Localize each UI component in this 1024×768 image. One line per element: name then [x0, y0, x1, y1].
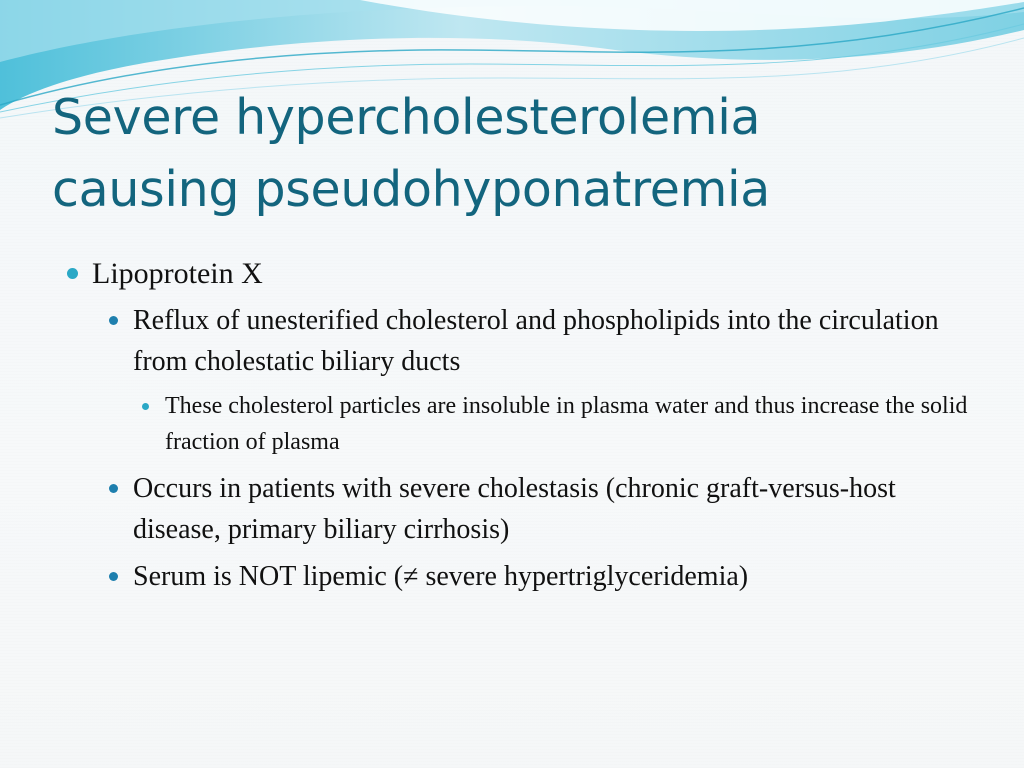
bullet-dot-icon — [67, 268, 78, 279]
bullet-text: These cholesterol particles are insoluble in plasma water and thus increase the solid fraction of plasma — [165, 393, 968, 455]
slide-title-line-2: causing pseudohyponatremia — [52, 161, 771, 218]
bullet-item-reflux — [104, 300, 972, 382]
bullet-dot-icon — [109, 484, 118, 493]
bullet-item-serum — [104, 556, 972, 597]
bullet-text: Serum is NOT lipemic (≠ severe hypertriglyceridemia) — [133, 561, 749, 592]
bullet-text: Reflux of unesterified cholesterol and phospholipids into the circulation from cholestatic biliary ducts — [133, 305, 939, 377]
slide-body — [62, 252, 972, 603]
bullet-item-particles — [136, 388, 972, 460]
bullet-item-lipoprotein-x — [62, 252, 972, 296]
slide-title-line-1: Severe hypercholesterolemia — [52, 89, 761, 146]
bullet-dot-icon — [109, 572, 118, 581]
bullet-item-cholestasis — [104, 468, 972, 550]
bullet-text: Occurs in patients with severe cholestasis (chronic graft-versus-host disease, primary biliary cirrhosis) — [133, 473, 896, 545]
bullet-dot-icon — [142, 403, 149, 410]
slide-title — [52, 82, 982, 226]
bullet-dot-icon — [109, 316, 118, 325]
bullet-text: Lipoprotein X — [92, 257, 263, 290]
